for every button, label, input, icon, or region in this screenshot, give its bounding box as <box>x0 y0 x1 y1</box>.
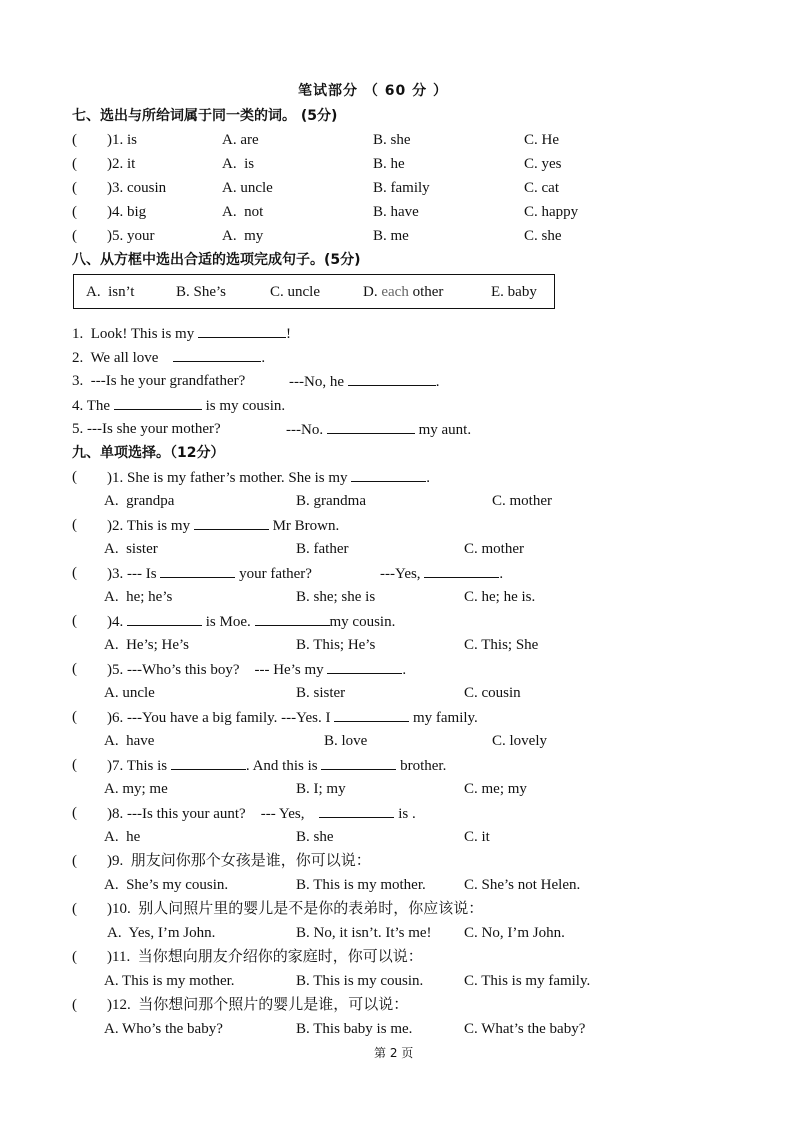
answer-paren[interactable]: ( <box>72 204 77 220</box>
answer-paren[interactable]: ( <box>72 180 77 196</box>
word-bank-option-b: B. She’s <box>176 284 227 300</box>
option-b: B. This is my cousin. <box>296 973 424 989</box>
question-stem-reply <box>380 564 503 583</box>
option-c: C. she <box>524 228 562 244</box>
option-c: C. happy <box>524 204 579 220</box>
option-c: C. mother <box>464 541 524 557</box>
answer-blank <box>424 564 499 578</box>
option-c: C. He <box>524 132 559 148</box>
option-a: A. Who’s the baby? <box>104 1021 223 1037</box>
option-b: B. love <box>324 733 368 749</box>
section-8-heading: 八、从方框中选出合适的选项完成句子。(5分) <box>72 252 361 268</box>
question-stem: )11. 当你想向朋友介绍你的家庭时，你可以说： <box>107 949 423 965</box>
option-a: A. my; me <box>104 781 168 797</box>
question-word: )2. it <box>107 156 136 172</box>
option-d-prefix: D. <box>363 284 382 300</box>
stem-text: )8. ---Is this your aunt? --- Yes, <box>107 806 320 822</box>
option-b: B. he <box>373 156 405 172</box>
option-a: A. my <box>222 228 264 244</box>
question-stem <box>107 660 406 679</box>
stem-text: is Moe. <box>202 614 255 630</box>
question-stem <box>107 756 446 775</box>
option-d-rest: other <box>408 284 444 300</box>
stem-text: . <box>402 662 407 678</box>
word-bank-option-c: C. uncle <box>270 284 320 300</box>
sentence-text: ---No, he <box>289 374 348 390</box>
option-b: B. This; He’s <box>296 637 376 653</box>
option-a: A. is <box>222 156 255 172</box>
option-b: B. she <box>296 829 334 845</box>
fill-sentence-3 <box>72 372 245 390</box>
option-b: B. sister <box>296 685 346 701</box>
answer-paren[interactable]: ( <box>72 949 77 965</box>
answer-paren[interactable]: ( <box>72 613 77 629</box>
option-a: A. uncle <box>222 180 273 196</box>
fill-sentence-5-reply <box>286 420 471 439</box>
question-stem: )12. 当你想问那个照片的婴儿是谁，可以说： <box>107 997 409 1013</box>
stem-text: your father? <box>235 566 312 582</box>
option-c: C. yes <box>524 156 562 172</box>
option-c: C. me; my <box>464 781 527 797</box>
stem-text: . <box>499 566 504 582</box>
question-word: )5. your <box>107 228 155 244</box>
option-b: B. This is my mother. <box>296 877 426 893</box>
option-b: B. she <box>373 132 411 148</box>
stem-text: my cousin. <box>329 614 396 630</box>
stem-text: . And this is <box>245 758 322 774</box>
stem-text: )7. This is <box>107 758 171 774</box>
answer-paren[interactable]: ( <box>72 661 77 677</box>
stem-text: is . <box>394 806 416 822</box>
stem-text: ---Yes, <box>380 566 425 582</box>
answer-blank[interactable] <box>173 348 261 362</box>
option-a: A. he; he’s <box>104 589 173 605</box>
stem-text: my family. <box>409 710 478 726</box>
word-bank-option-a: A. isn’t <box>86 284 135 300</box>
answer-blank <box>194 516 269 530</box>
stem-text: )3. --- Is <box>107 566 161 582</box>
stem-text: . <box>426 470 431 486</box>
answer-blank <box>327 660 402 674</box>
sentence-text: . <box>435 374 440 390</box>
answer-blank <box>334 708 409 722</box>
answer-paren[interactable]: ( <box>72 517 77 533</box>
page-number: 第 2 页 <box>374 1046 414 1060</box>
stem-text: brother. <box>396 758 447 774</box>
question-stem <box>107 564 312 583</box>
answer-blank[interactable] <box>348 372 436 386</box>
sentence-text: ---No. <box>286 422 327 438</box>
answer-blank[interactable] <box>114 396 202 410</box>
option-c: C. it <box>464 829 490 845</box>
sentence-text: 4. The <box>72 398 114 414</box>
answer-paren[interactable]: ( <box>72 997 77 1013</box>
option-a: A. not <box>222 204 264 220</box>
question-stem <box>107 708 478 727</box>
answer-blank <box>171 756 246 770</box>
option-c: C. cousin <box>464 685 521 701</box>
sentence-text: 3. ---Is he your grandfather? <box>72 373 246 389</box>
answer-blank[interactable] <box>327 420 415 434</box>
sentence-text: 5. ---Is she your mother? <box>72 421 221 437</box>
stem-text: )6. ---You have a big family. ---Yes. I <box>107 710 335 726</box>
option-a: A. Yes, I’m John. <box>107 925 216 941</box>
question-stem <box>107 612 395 631</box>
answer-blank <box>255 612 330 626</box>
answer-paren[interactable]: ( <box>72 132 77 148</box>
option-b: B. I; my <box>296 781 346 797</box>
option-c: C. lovely <box>492 733 547 749</box>
stem-text: )2. This is my <box>107 518 194 534</box>
question-stem: )9. 朋友问你那个女孩是谁，你可以说： <box>107 853 371 869</box>
fill-sentence-1 <box>72 324 291 343</box>
fill-sentence-5 <box>72 420 221 438</box>
fill-sentence-2 <box>72 348 265 367</box>
answer-paren[interactable]: ( <box>72 156 77 172</box>
answer-blank[interactable] <box>198 324 286 338</box>
question-word: )3. cousin <box>107 180 167 196</box>
section-7-heading: 七、选出与所给词属于同一类的词。 (5分) <box>72 108 338 124</box>
answer-blank <box>319 804 394 818</box>
section-9-heading: 九、单项选择。（12分） <box>72 445 225 461</box>
option-c: C. This; She <box>464 637 539 653</box>
option-c: C. What’s the baby? <box>464 1021 586 1037</box>
answer-blank <box>321 756 396 770</box>
stem-text: )4. <box>107 614 127 630</box>
option-a: A. She’s my cousin. <box>104 877 229 893</box>
answer-paren[interactable]: ( <box>72 709 77 725</box>
question-stem <box>107 516 339 535</box>
question-word: )4. big <box>107 204 147 220</box>
option-a: A. This is my mother. <box>104 973 235 989</box>
word-bank-option-e: E. baby <box>491 284 537 300</box>
option-a: A. are <box>222 132 259 148</box>
word-bank-option-d <box>363 283 443 301</box>
option-c: C. She’s not Helen. <box>464 877 581 893</box>
option-b: B. have <box>373 204 419 220</box>
sentence-text: 1. Look! This is my <box>72 326 198 342</box>
answer-paren[interactable]: ( <box>72 757 77 773</box>
fill-sentence-3-reply <box>289 372 439 391</box>
answer-blank <box>127 612 202 626</box>
option-a: A. have <box>104 733 155 749</box>
option-c: C. No, I’m John. <box>464 925 565 941</box>
answer-blank <box>160 564 235 578</box>
option-c: C. mother <box>492 493 552 509</box>
question-stem: )10. 别人问照片里的婴儿是不是你的表弟时，你应该说： <box>107 901 484 917</box>
answer-paren[interactable]: ( <box>72 853 77 869</box>
question-stem <box>107 468 430 487</box>
question-stem <box>107 804 416 823</box>
question-word: )1. is <box>107 132 137 148</box>
option-b: B. she; she is <box>296 589 376 605</box>
answer-paren[interactable]: ( <box>72 228 77 244</box>
option-a: A. grandpa <box>104 493 175 509</box>
stem-text: )5. ---Who’s this boy? --- He’s my <box>107 662 328 678</box>
option-c: C. cat <box>524 180 559 196</box>
page-title: 笔试部分 （ 60 分 ） <box>298 83 448 99</box>
option-d-each: each <box>381 284 409 300</box>
option-c: C. This is my family. <box>464 973 591 989</box>
option-a: A. sister <box>104 541 158 557</box>
sentence-text: ! <box>285 326 291 342</box>
option-b: B. family <box>373 180 430 196</box>
stem-text: )1. She is my father’s mother. She is my <box>107 470 352 486</box>
stem-text: Mr Brown. <box>268 518 340 534</box>
option-b: B. father <box>296 541 349 557</box>
option-a: A. He’s; He’s <box>104 637 189 653</box>
sentence-text: my aunt. <box>414 422 472 438</box>
option-c: C. he; he is. <box>464 589 536 605</box>
option-a: A. he <box>104 829 141 845</box>
option-b: B. No, it isn’t. It’s me! <box>296 925 432 941</box>
fill-sentence-4 <box>72 396 285 415</box>
answer-blank <box>351 468 426 482</box>
answer-paren[interactable]: ( <box>72 565 77 581</box>
sentence-text: . <box>261 350 266 366</box>
answer-paren[interactable]: ( <box>72 805 77 821</box>
option-a: A. uncle <box>104 685 155 701</box>
sentence-text: 2. We all love <box>72 350 174 366</box>
answer-paren[interactable]: ( <box>72 469 77 485</box>
answer-paren[interactable]: ( <box>72 901 77 917</box>
option-b: B. me <box>373 228 409 244</box>
sentence-text: is my cousin. <box>201 398 286 414</box>
option-b: B. grandma <box>296 493 366 509</box>
option-b: B. This baby is me. <box>296 1021 413 1037</box>
